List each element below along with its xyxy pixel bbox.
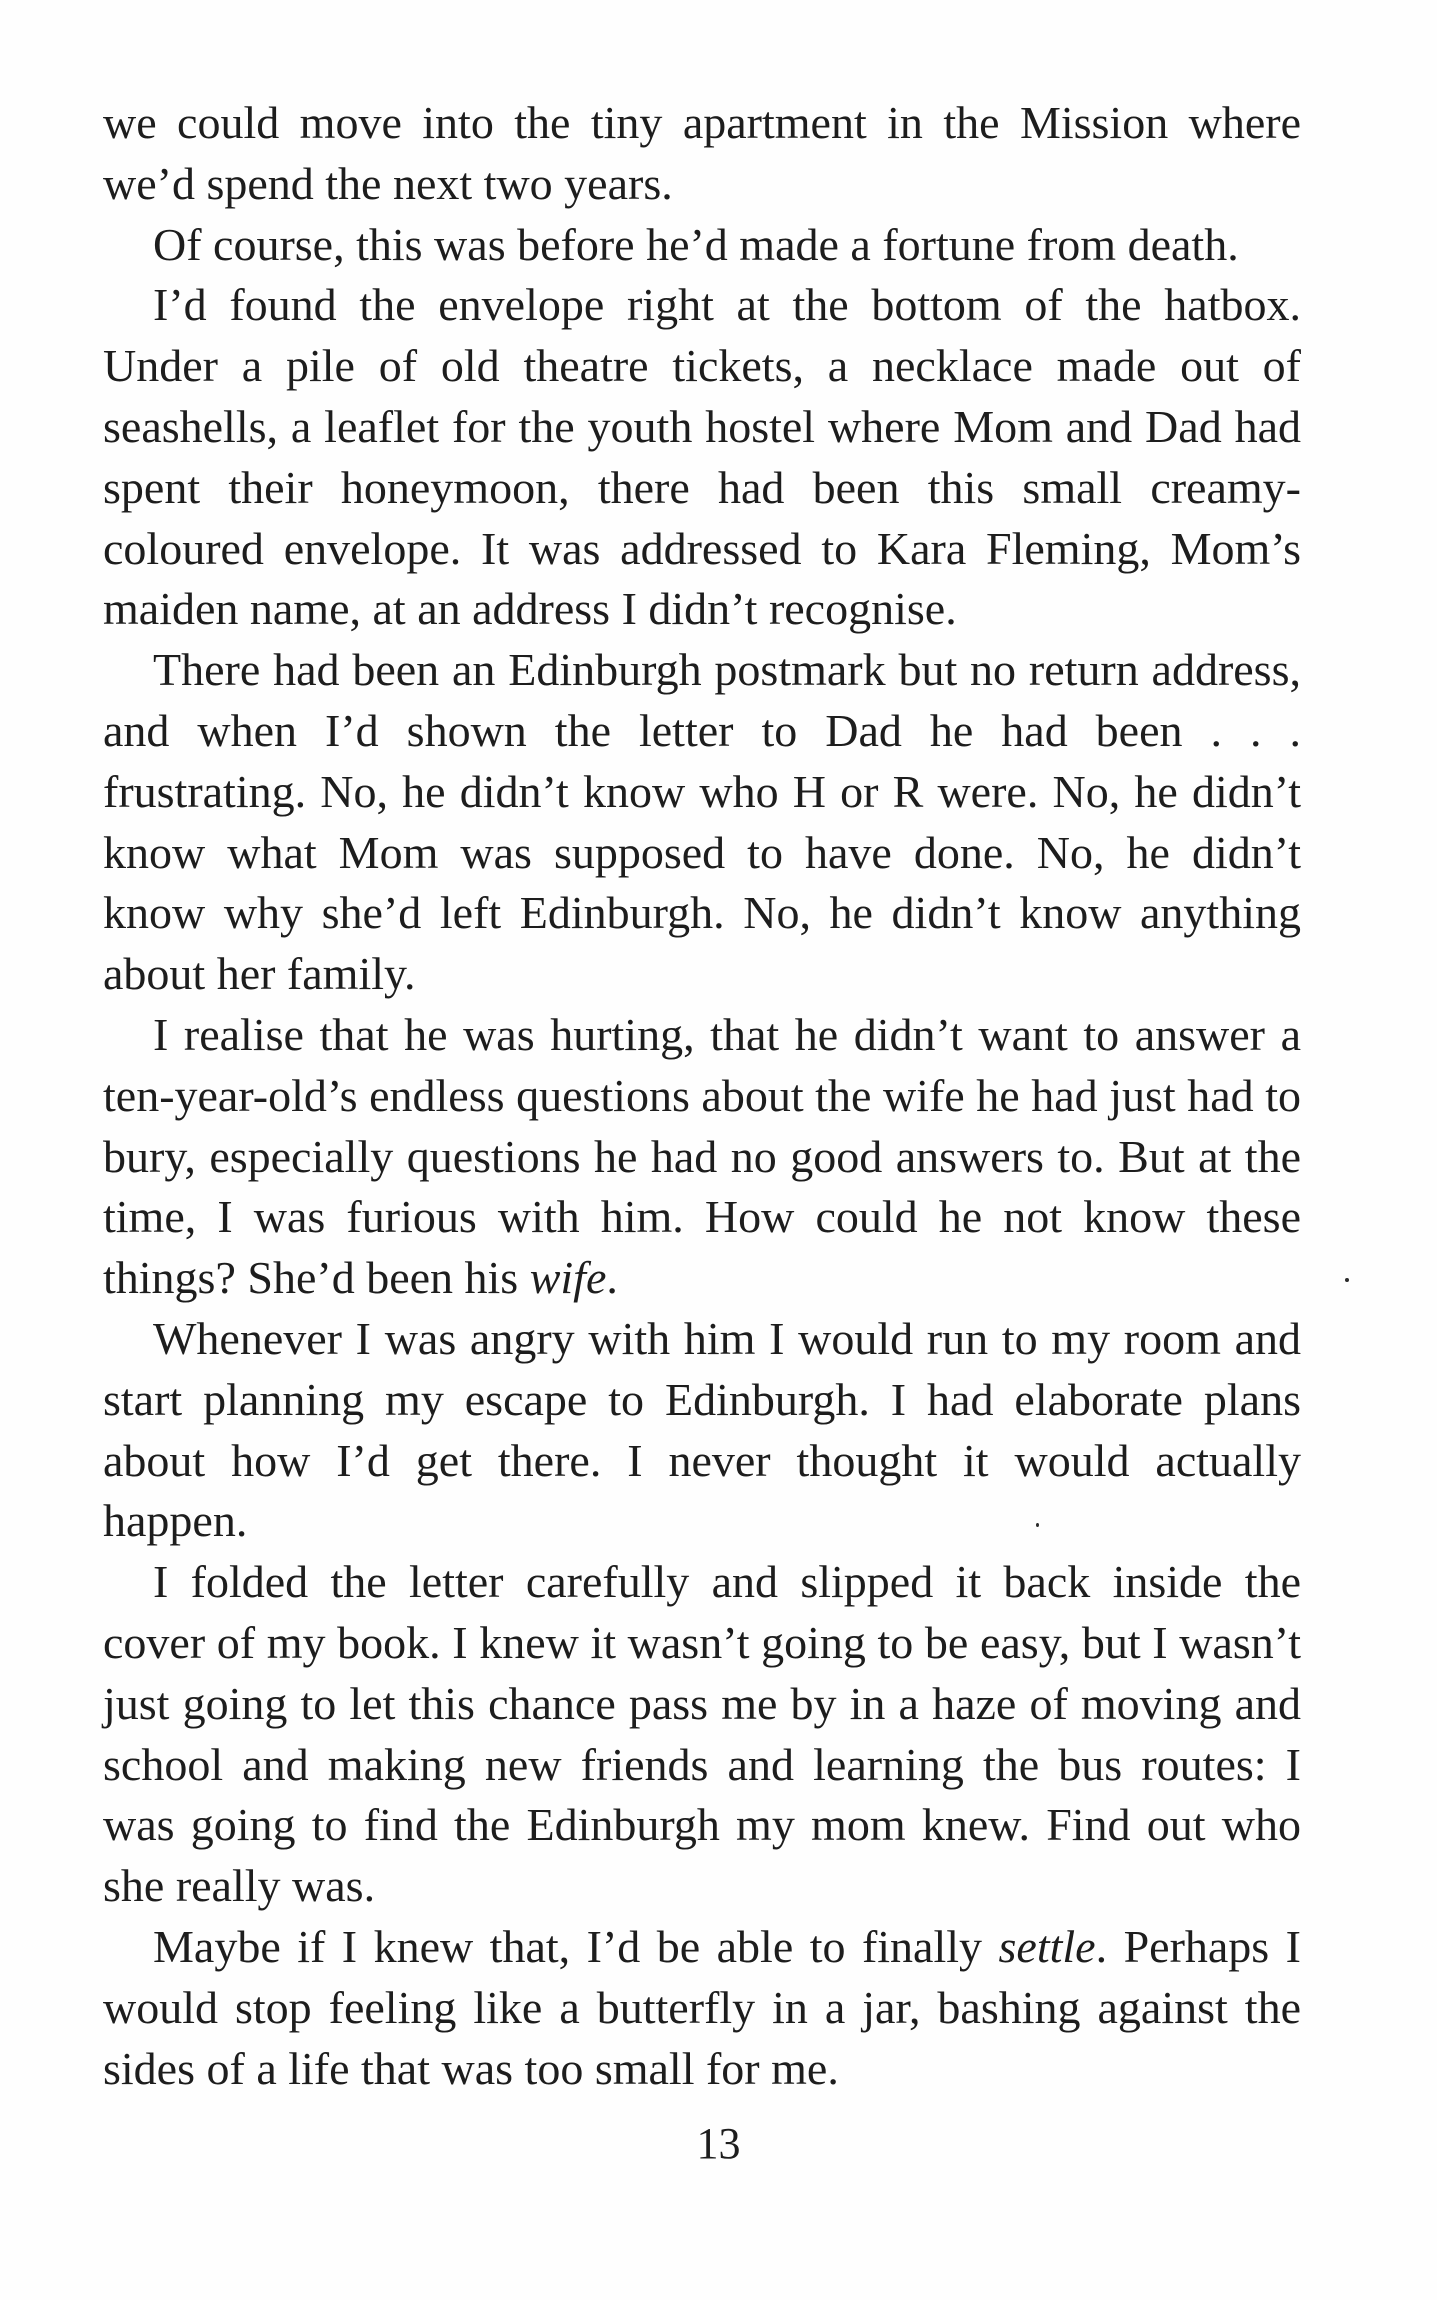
paragraph [103, 1005, 1301, 1309]
paragraph [103, 1917, 1301, 2099]
page-number: 13 [696, 2119, 741, 2168]
scan-speck [1345, 1278, 1349, 1282]
emphasized-word: wife [529, 1252, 607, 1304]
paragraph: Of course, this was before he’d made a fortune from death. [153, 218, 1239, 270]
paragraph-text: Maybe if I knew that, I’d be able to finally [153, 1920, 999, 1972]
emphasized-word: settle [998, 1920, 1096, 1972]
paragraph: There had been an Edinburgh postmark but no return address, and when I’d shown the letter to Dad he had been . . . frustrating. No, he didn’t know who H or R were. No, he didn’t know what Mom was supposed to have done. No, he didn’t know why she’d left Edinburgh. No, he didn’t know anything about her family. [103, 644, 1301, 1000]
paragraph-text: . [606, 1252, 618, 1304]
scan-speck [1036, 1523, 1039, 1527]
body-text [103, 93, 1301, 2099]
paragraph-text: . Perhaps I would stop feeling like a butterfly in a jar, bashing against the sides of a life that was too small for me. [103, 1920, 1301, 2094]
paragraph: Whenever I was angry with him I would run to my room and start planning my escape to Edinburgh. I had elaborate plans about how I’d get there. I never thought it would actually happen. [103, 1312, 1301, 1547]
paragraph-continued: we could move into the tiny apartment in the Mission where we’d spend the next two years. [103, 97, 1301, 209]
paragraph-text: I realise that he was hurting, that he didn’t want to answer a ten-year-old’s endless questions about the wife he had just had to bury, especially questions he had no good answers to. But at the time, I was furious with him. How could he not know these things? She’d been his [103, 1008, 1301, 1304]
paragraph: I’d found the envelope right at the bottom of the hatbox. Under a pile of old theatre tickets, a necklace made out of seashells, a leaflet for the youth hostel where Mom and Dad had spent their honeymoon, there had been this small creamy-coloured envelope. It was addressed to Kara Fleming, Mom’s maiden name, at an address I didn’t recognise. [103, 279, 1301, 635]
paragraph: I folded the letter carefully and slipped it back inside the cover of my book. I knew it wasn’t going to be easy, but I wasn’t just going to let this chance pass me by in a haze of moving and school and making new friends and learning the bus routes: I was going to find the Edinburgh my mom knew. Find out who she really was. [103, 1556, 1301, 1912]
